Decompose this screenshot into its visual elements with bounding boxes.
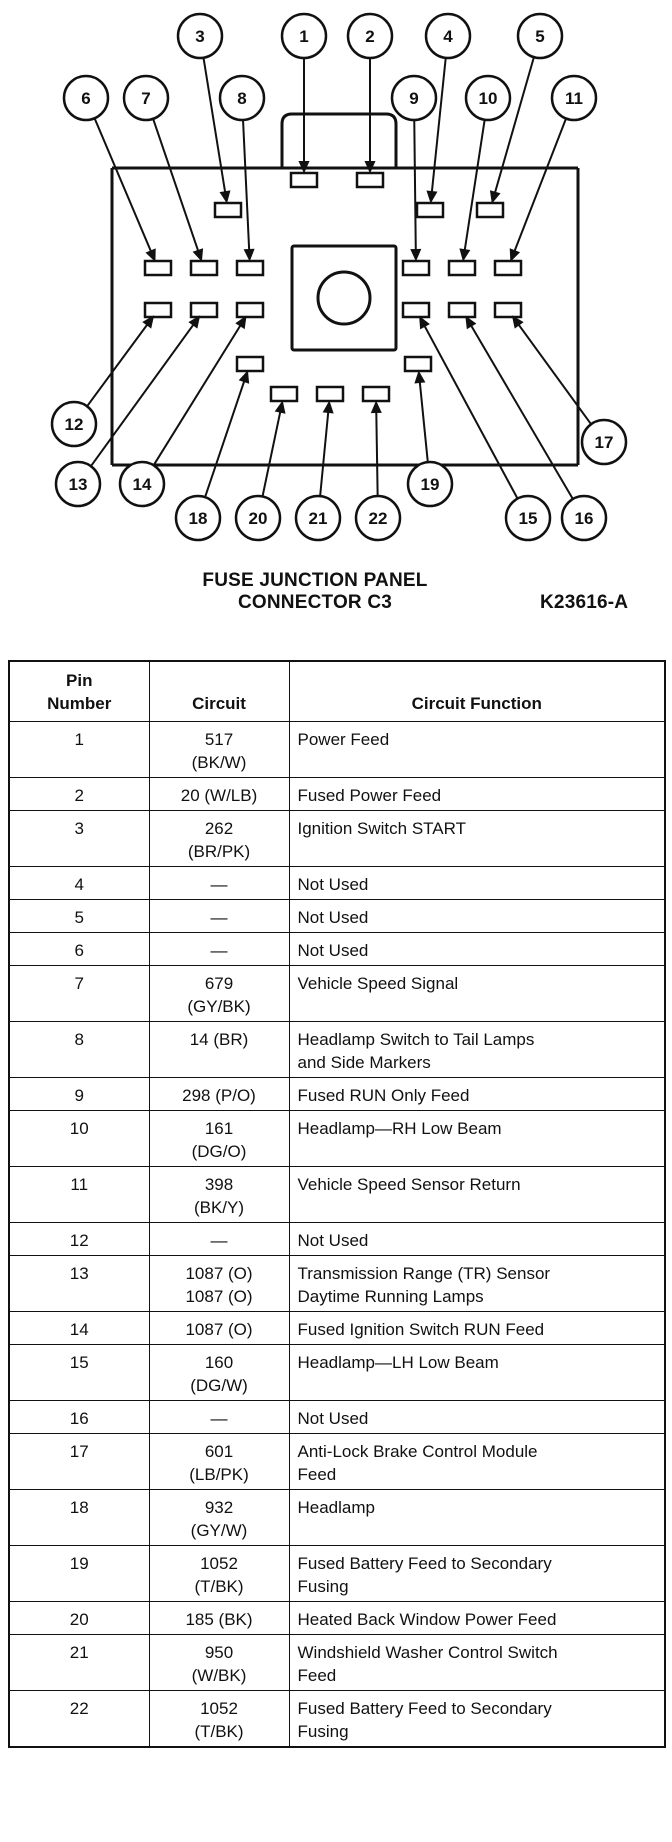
circuit-cell [149, 1311, 289, 1344]
leader-arrowhead [194, 250, 202, 260]
function-line: Fusing [297, 1576, 349, 1596]
pin-callout-20 [236, 496, 280, 540]
leader-lines [87, 57, 591, 499]
function-line: Not Used [297, 907, 369, 927]
leader-arrowhead [416, 373, 424, 382]
pin-slot [405, 357, 431, 371]
circuit-cell [149, 1255, 289, 1311]
circuit-line: (GY/BK) [187, 996, 251, 1016]
header-circuit-function: Circuit Function [289, 661, 665, 721]
function-line: Anti-Lock Brake Control Module [297, 1441, 538, 1461]
function-line: Transmission Range (TR) Sensor [297, 1263, 551, 1283]
pin-table [8, 660, 666, 1748]
callout-number: 7 [141, 89, 151, 108]
table-row [9, 1077, 665, 1110]
circuit-line: 298 (P/O) [182, 1085, 256, 1105]
callout-number: 12 [64, 415, 84, 434]
callout-number: 5 [535, 27, 545, 46]
circuit-function-cell [289, 1489, 665, 1545]
circuit-line: (GY/W) [190, 1520, 248, 1540]
function-line: Fused Battery Feed to Secondary [297, 1698, 552, 1718]
pin-slots [145, 173, 521, 401]
header-pin-number [9, 661, 149, 721]
circuit-cell [149, 721, 289, 777]
circuit-line: (DG/W) [190, 1375, 248, 1395]
leader-arrowhead [221, 192, 229, 202]
leader-arrowhead [467, 318, 475, 328]
table-row [9, 810, 665, 866]
circuit-line: (W/BK) [191, 1665, 247, 1685]
circuit-cell [149, 1545, 289, 1601]
pin-number-cell: 5 [9, 899, 149, 932]
circuit-line: 1052 [200, 1553, 238, 1573]
callout-number: 18 [188, 509, 208, 528]
circuit-cell [149, 965, 289, 1021]
table-row [9, 932, 665, 965]
pin-slot [477, 203, 503, 217]
function-line: Headlamp—RH Low Beam [297, 1118, 502, 1138]
function-line: Not Used [297, 1230, 369, 1250]
circuit-line: — [210, 1408, 228, 1428]
pin-number-cell: 4 [9, 866, 149, 899]
circuit-line: 517 [204, 729, 234, 749]
pin-callout-13 [56, 462, 100, 506]
pin-slot [291, 173, 317, 187]
circuit-function-cell [289, 1400, 665, 1433]
circuit-line: (BR/PK) [187, 841, 251, 861]
callout-number: 10 [478, 89, 498, 108]
function-line: Daytime Running Lamps [297, 1286, 484, 1306]
circuit-line: 932 [204, 1497, 234, 1517]
pin-slot [449, 303, 475, 317]
circuit-cell [149, 1222, 289, 1255]
circuit-line: 1087 (O) [185, 1263, 253, 1283]
pin-slot [145, 303, 171, 317]
figure-caption [165, 570, 465, 614]
circuit-line: 950 [204, 1642, 234, 1662]
leader-arrowhead [511, 250, 518, 260]
leader-arrowhead [276, 403, 284, 413]
function-line: Not Used [297, 940, 369, 960]
function-line: Not Used [297, 874, 369, 894]
circuit-function-cell [289, 1110, 665, 1166]
leader-arrowhead [237, 318, 245, 328]
pin-number-cell: 3 [9, 810, 149, 866]
callout-number: 3 [195, 27, 205, 46]
circuit-cell [149, 1166, 289, 1222]
pin-number-cell: 17 [9, 1433, 149, 1489]
leader-arrowhead [190, 317, 199, 327]
callout-number: 16 [574, 509, 594, 528]
leader-line [263, 403, 283, 497]
leader-arrowhead [245, 250, 253, 259]
pin-slot [357, 173, 383, 187]
leader-line [376, 403, 378, 496]
circuit-line: 160 [204, 1352, 234, 1372]
pin-slot [495, 303, 521, 317]
function-line: Feed [297, 1464, 337, 1484]
circuit-line: 20 (W/LB) [180, 785, 258, 805]
function-line: Windshield Washer Control Switch [297, 1642, 558, 1662]
pin-callout-8 [220, 76, 264, 120]
pin-callout-9 [392, 76, 436, 120]
table-row [9, 965, 665, 1021]
table-row [9, 1311, 665, 1344]
pin-number-cell: 1 [9, 721, 149, 777]
callout-number: 9 [409, 89, 419, 108]
leader-line [203, 58, 226, 201]
circuit-cell [149, 1077, 289, 1110]
circuit-function-cell [289, 965, 665, 1021]
leader-line [431, 58, 446, 201]
pin-callout-10 [466, 76, 510, 120]
pin-callout-12 [52, 402, 96, 446]
table-row [9, 1601, 665, 1634]
table-row [9, 899, 665, 932]
circuit-line: 398 [204, 1174, 234, 1194]
leader-line [153, 119, 201, 260]
circuit-function-cell [289, 1545, 665, 1601]
callout-number: 13 [68, 475, 88, 494]
circuit-function-cell [289, 1021, 665, 1077]
table-row [9, 1110, 665, 1166]
circuit-function-cell [289, 721, 665, 777]
table-row [9, 1021, 665, 1077]
circuit-cell [149, 932, 289, 965]
function-line: Heated Back Window Power Feed [297, 1609, 557, 1629]
connector-diagram [0, 0, 672, 640]
pin-number-cell: 18 [9, 1489, 149, 1545]
circuit-line: — [210, 907, 228, 927]
circuit-line: 1052 [200, 1698, 238, 1718]
leader-arrowhead [147, 250, 154, 260]
callout-number: 19 [420, 475, 440, 494]
circuit-line: 601 [204, 1441, 234, 1461]
callout-number: 11 [565, 89, 583, 108]
table-row [9, 1690, 665, 1747]
pin-slot [449, 261, 475, 275]
function-line: Power Feed [297, 729, 390, 749]
leader-line [419, 373, 428, 462]
circuit-line: (LB/PK) [189, 1464, 249, 1484]
leader-line [511, 119, 566, 260]
circuit-cell [149, 866, 289, 899]
pin-number-cell: 19 [9, 1545, 149, 1601]
circuit-line: 262 [204, 818, 234, 838]
table-row [9, 1166, 665, 1222]
leader-line [91, 317, 199, 466]
circuit-line: 1087 (O) [185, 1319, 253, 1339]
pin-callout-4 [426, 14, 470, 58]
pin-number-cell: 7 [9, 965, 149, 1021]
function-line: Ignition Switch START [297, 818, 466, 838]
table-row [9, 1433, 665, 1489]
circuit-line: (T/BK) [194, 1576, 244, 1596]
pin-number-cell: 13 [9, 1255, 149, 1311]
circuit-cell [149, 777, 289, 810]
circuit-cell [149, 1433, 289, 1489]
circuit-cell [149, 1110, 289, 1166]
circuit-function-cell [289, 1166, 665, 1222]
leader-arrowhead [513, 317, 522, 327]
pin-number-cell: 14 [9, 1311, 149, 1344]
circuit-line: (BK/W) [191, 752, 247, 772]
pin-callout-6 [64, 76, 108, 120]
pin-number-cell: 11 [9, 1166, 149, 1222]
pin-slot [417, 203, 443, 217]
pin-callout-3 [178, 14, 222, 58]
circuit-function-cell [289, 1222, 665, 1255]
leader-line [467, 318, 573, 499]
header-circuit: Circuit [149, 661, 289, 721]
pin-callout-7 [124, 76, 168, 120]
pin-number-cell: 8 [9, 1021, 149, 1077]
callout-number: 14 [132, 475, 152, 494]
leader-line [95, 118, 155, 259]
pin-slot [191, 261, 217, 275]
leader-arrowhead [300, 162, 308, 171]
pin-number-cell: 22 [9, 1690, 149, 1747]
function-line: Feed [297, 1665, 337, 1685]
circuit-function-cell [289, 932, 665, 965]
table-row [9, 1545, 665, 1601]
pin-callout-1 [282, 14, 326, 58]
function-line: Fused Battery Feed to Secondary [297, 1553, 552, 1573]
circuit-function-cell [289, 1344, 665, 1400]
circuit-function-cell [289, 1433, 665, 1489]
pin-callout-18 [176, 496, 220, 540]
table-row [9, 721, 665, 777]
circuit-cell [149, 1690, 289, 1747]
pin-slot [271, 387, 297, 401]
pin-number-cell: 21 [9, 1634, 149, 1690]
pin-number-cell: 12 [9, 1222, 149, 1255]
callout-number: 2 [365, 27, 375, 46]
circuit-line: — [210, 940, 228, 960]
function-line: Fused RUN Only Feed [297, 1085, 470, 1105]
circuit-function-cell [289, 1601, 665, 1634]
pin-number-cell: 2 [9, 777, 149, 810]
pin-callout-16 [562, 496, 606, 540]
function-line: Vehicle Speed Signal [297, 973, 459, 993]
circuit-line: 185 (BK) [185, 1609, 253, 1629]
caption-line: CONNECTOR C3 [237, 592, 393, 613]
pin-callout-2 [348, 14, 392, 58]
pin-number-cell: 10 [9, 1110, 149, 1166]
pin-callout-22 [356, 496, 400, 540]
pin-slot [237, 303, 263, 317]
circuit-cell [149, 1021, 289, 1077]
callout-number: 8 [237, 89, 247, 108]
circuit-function-cell [289, 1311, 665, 1344]
pin-number-cell: 6 [9, 932, 149, 965]
table-header-row [9, 661, 665, 721]
leader-arrowhead [144, 317, 153, 327]
circuit-function-cell [289, 1690, 665, 1747]
leader-arrowhead [240, 373, 248, 383]
pin-number-cell: 9 [9, 1077, 149, 1110]
function-line: Fused Ignition Switch RUN Feed [297, 1319, 545, 1339]
circuit-line: 161 [204, 1118, 234, 1138]
table-body [9, 721, 665, 1747]
table-row [9, 1255, 665, 1311]
pin-callout-5 [518, 14, 562, 58]
header-label: Number [47, 693, 112, 713]
table-row [9, 1344, 665, 1400]
table-row [9, 1222, 665, 1255]
table-row [9, 1400, 665, 1433]
function-line: Headlamp [297, 1497, 375, 1517]
pin-number-cell: 16 [9, 1400, 149, 1433]
pin-callout-15 [506, 496, 550, 540]
circuit-line: — [210, 874, 228, 894]
function-line: Fused Power Feed [297, 785, 442, 805]
circuit-line: (T/BK) [194, 1721, 244, 1741]
leader-arrowhead [412, 250, 420, 259]
circuit-line: 1087 (O) [185, 1286, 253, 1306]
leader-arrowhead [366, 162, 374, 171]
pin-callouts [52, 14, 626, 540]
leader-arrowhead [428, 192, 436, 201]
callout-number: 17 [594, 433, 614, 452]
leader-arrowhead [461, 250, 469, 260]
circuit-cell [149, 899, 289, 932]
circuit-cell [149, 1489, 289, 1545]
pin-slot [191, 303, 217, 317]
pin-slot [317, 387, 343, 401]
circuit-function-cell [289, 899, 665, 932]
leader-line [320, 403, 329, 496]
pin-callout-14 [120, 462, 164, 506]
leader-arrowhead [372, 403, 380, 412]
circuit-cell [149, 1601, 289, 1634]
pin-callout-21 [296, 496, 340, 540]
callout-number: 4 [443, 27, 453, 46]
pin-number-cell: 20 [9, 1601, 149, 1634]
leader-arrowhead [324, 403, 332, 412]
circuit-function-cell [289, 1634, 665, 1690]
leader-line [243, 120, 250, 259]
table-row [9, 1489, 665, 1545]
pin-slot [237, 357, 263, 371]
circuit-line: — [210, 1230, 228, 1250]
circuit-function-cell [289, 1255, 665, 1311]
leader-arrowhead [491, 192, 499, 202]
pin-callout-11 [552, 76, 596, 120]
pin-callout-17 [582, 420, 626, 464]
callout-number: 21 [308, 509, 328, 528]
circuit-line: 679 [204, 973, 234, 993]
callout-number: 6 [81, 89, 91, 108]
function-line: Fusing [297, 1721, 349, 1741]
circuit-function-cell [289, 1077, 665, 1110]
circuit-cell [149, 1634, 289, 1690]
pin-callout-19 [408, 462, 452, 506]
pin-slot [215, 203, 241, 217]
circuit-cell [149, 1400, 289, 1433]
pin-slot [403, 303, 429, 317]
circuit-cell [149, 1344, 289, 1400]
circuit-line: (BK/Y) [193, 1197, 245, 1217]
circuit-function-cell [289, 777, 665, 810]
pin-slot [403, 261, 429, 275]
leader-line [463, 120, 484, 259]
circuit-function-cell [289, 866, 665, 899]
callout-number: 15 [518, 509, 538, 528]
leader-line [414, 120, 416, 259]
leader-line [205, 373, 247, 498]
header-label: Pin [66, 670, 93, 690]
callout-number: 1 [299, 27, 309, 46]
pin-slot [237, 261, 263, 275]
pin-slot [363, 387, 389, 401]
callout-number: 20 [248, 509, 268, 528]
connector-body [112, 114, 578, 465]
function-line: Headlamp—LH Low Beam [297, 1352, 499, 1372]
pin-slot [145, 261, 171, 275]
caption-line: FUSE JUNCTION PANEL [202, 570, 428, 591]
function-line: Not Used [297, 1408, 369, 1428]
function-line: and Side Markers [297, 1052, 431, 1072]
function-line: Vehicle Speed Sensor Return [297, 1174, 521, 1194]
callout-number: 22 [368, 509, 388, 528]
table-row [9, 1634, 665, 1690]
circuit-line: 14 (BR) [189, 1029, 249, 1049]
table-row [9, 866, 665, 899]
figure-code: K23616-A [540, 592, 629, 613]
function-line: Headlamp Switch to Tail Lamps [297, 1029, 535, 1049]
circuit-cell [149, 810, 289, 866]
circuit-line: (DG/O) [191, 1141, 247, 1161]
circuit-function-cell [289, 810, 665, 866]
pin-slot [495, 261, 521, 275]
leader-arrowhead [420, 318, 428, 328]
leader-line [154, 318, 246, 466]
pin-number-cell: 15 [9, 1344, 149, 1400]
table-row [9, 777, 665, 810]
